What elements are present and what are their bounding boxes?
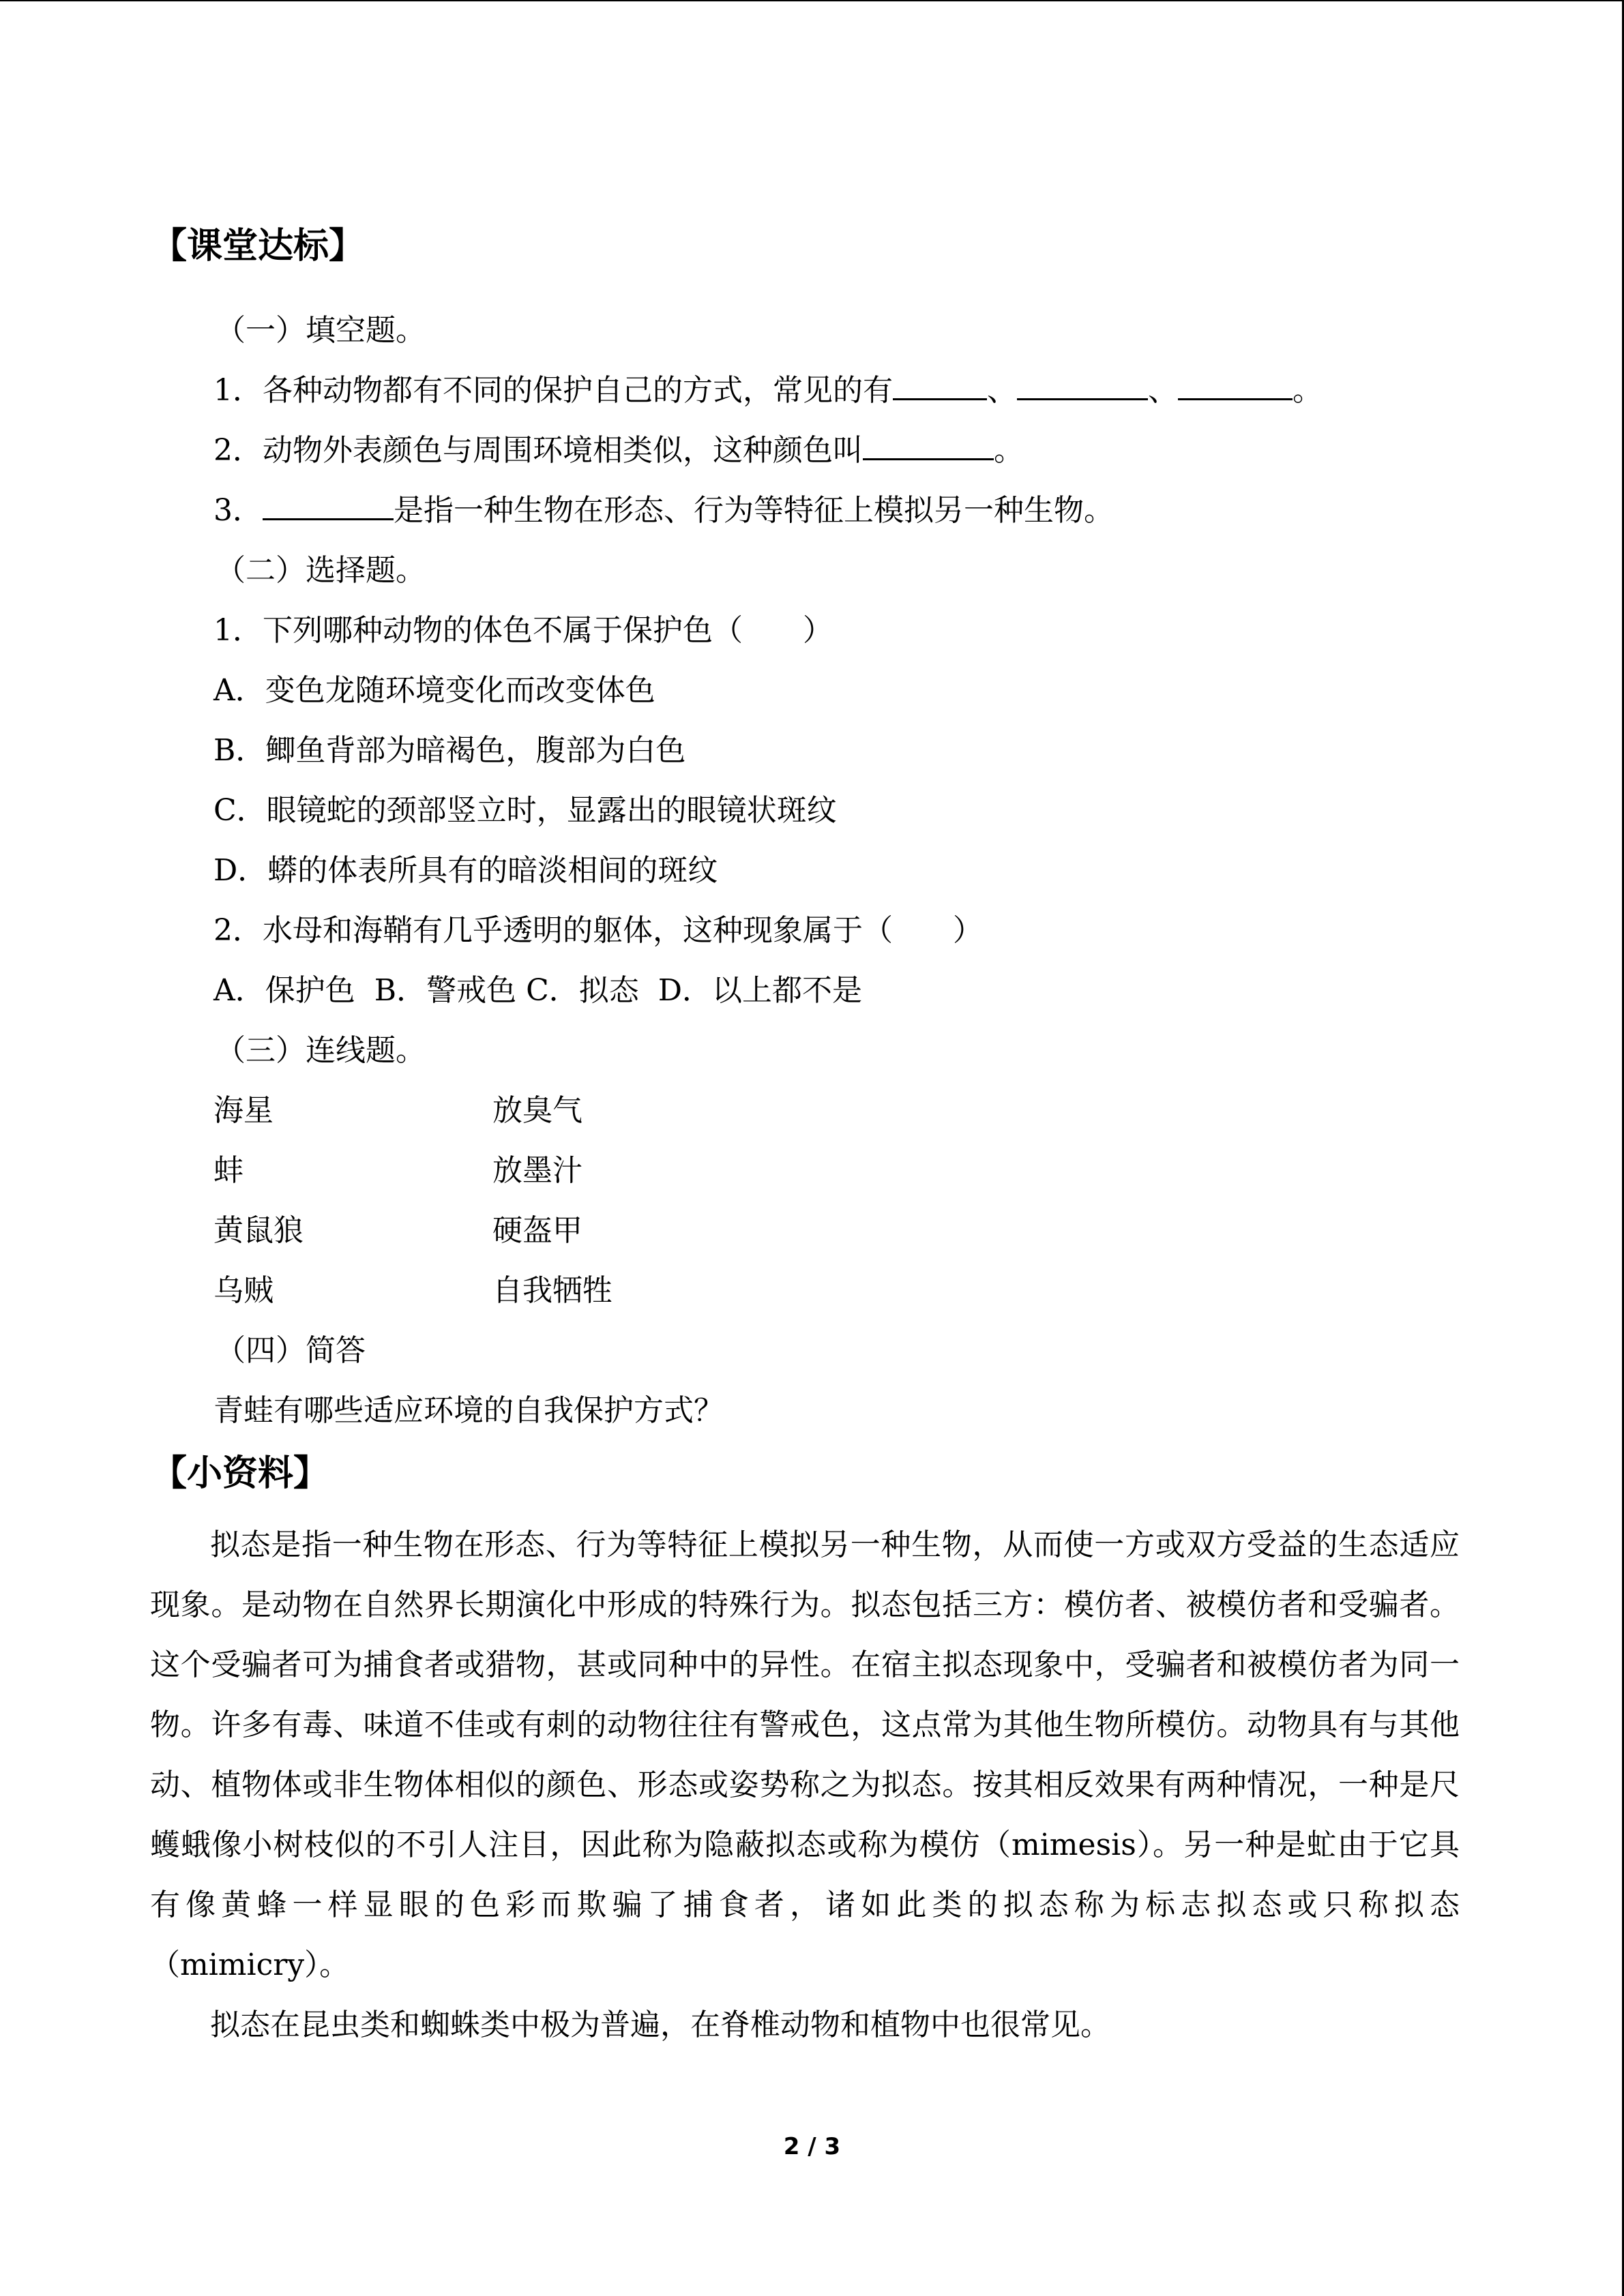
match-right-item[interactable]: 硬盔甲 — [492, 1213, 582, 1248]
match-left-item[interactable]: 蚌 — [213, 1153, 243, 1188]
match-right-item[interactable]: 自我牺牲 — [492, 1273, 612, 1308]
choice-question-1: 1．下列哪种动物的体色不属于保护色（ ） — [213, 613, 833, 648]
part-short-answer-title: （四）简答 — [216, 1333, 366, 1368]
choice-options-row[interactable]: A．保护色 B．警戒色 C．拟态 D．以上都不是 — [213, 973, 862, 1008]
choice-option[interactable]: D．蟒的体表所具有的暗淡相间的斑纹 — [213, 853, 718, 888]
answer-blank[interactable] — [1178, 368, 1293, 400]
top-border — [0, 0, 1624, 1]
answer-blank[interactable] — [263, 488, 394, 520]
choice-option[interactable]: C．眼镜蛇的颈部竖立时，显露出的眼镜状斑纹 — [213, 793, 837, 828]
match-left-item[interactable]: 海星 — [213, 1093, 274, 1128]
part-choice-title: （二）选择题。 — [216, 553, 426, 588]
material-paragraph-2: 拟态在昆虫类和蜘蛛类中极为普遍，在脊椎动物和植物中也很常见。 — [210, 2008, 1110, 2042]
material-paragraph-1: 拟态是指一种生物在形态、行为等特征上模拟另一种生物，从而使一方或双方受益的生态适应现象。是动物在自然界长期演化中形成的特殊行为。拟态包括三方：模仿者、被模仿者和受骗者。这个受骗者可为捕食者或猎物，甚或同种中的异性。在宿主拟态现象中，受骗者和被模仿者为同一物。许多有毒、味道不佳或有刺的动物往往有警戒色，这点常为其他生物所模仿。动物具有与其他动、植物体或非生物体相似的颜色、形态或姿势称之为拟态。按其相反效果有两种情况，一种是尺蠖蛾像小树枝似的不引人注目，因此称为隐蔽拟态或称为模仿（mimesis）。另一种是虻由于它具有像黄蜂一样显眼的色彩而欺骗了捕食者，诸如此类的拟态称为标志拟态或只称拟态（mimicry）。 — [150, 1527, 1460, 1982]
part-matching-title: （三）连线题。 — [216, 1033, 426, 1068]
choice-option[interactable]: B．鲫鱼背部为暗褐色，腹部为白色 — [213, 733, 686, 768]
fill-question-2: 2．动物外表颜色与周围环境相类似，这种颜色叫 。 — [213, 426, 1024, 469]
match-right-item[interactable]: 放臭气 — [492, 1093, 582, 1128]
section-heading-materials: 【小资料】 — [151, 1453, 329, 1494]
match-right-item[interactable]: 放墨汁 — [492, 1153, 582, 1188]
answer-blank[interactable] — [863, 428, 994, 460]
part-fill-in-title: （一）填空题。 — [216, 313, 426, 348]
choice-question-2: 2．水母和海鞘有几乎透明的躯体，这种现象属于（ ） — [213, 913, 983, 948]
fill-question-1: 1．各种动物都有不同的保护自己的方式，常见的有 、 、 。 — [213, 366, 1323, 409]
fill-question-3: 3． 是指一种生物在形态、行为等特征上模拟另一种生物。 — [213, 486, 1114, 529]
match-left-item[interactable]: 黄鼠狼 — [213, 1213, 304, 1248]
answer-blank[interactable] — [893, 368, 987, 400]
answer-blank[interactable] — [1017, 368, 1148, 400]
section-heading-classroom: 【课堂达标】 — [151, 226, 365, 267]
page-number: 2 / 3 — [783, 2133, 841, 2160]
match-left-item[interactable]: 乌贼 — [213, 1273, 274, 1308]
short-answer-question: 青蛙有哪些适应环境的自我保护方式？ — [213, 1393, 724, 1428]
choice-option[interactable]: A．变色龙随环境变化而改变体色 — [213, 673, 655, 708]
